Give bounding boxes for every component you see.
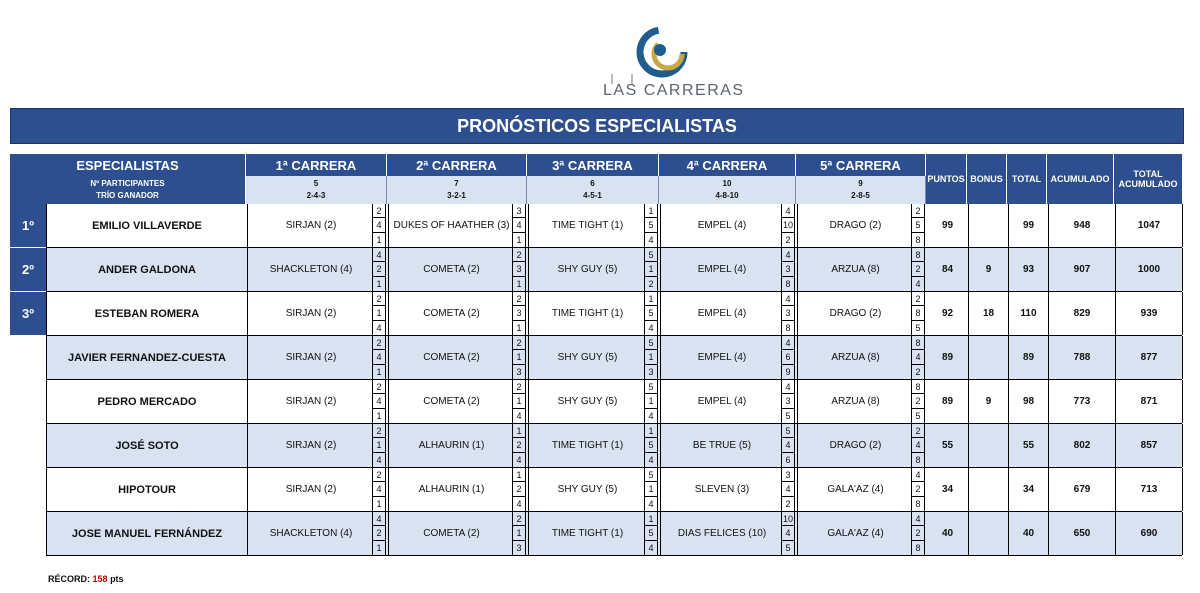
race-subheader-4 (659, 176, 796, 204)
race-header-4: 4ª CARRERA (659, 154, 796, 176)
total-acumulado-value: 871 (1115, 380, 1183, 423)
pick-numbers (644, 248, 658, 291)
pick-number: 4 (376, 454, 382, 465)
pick-horse: SIRJAN (2) (247, 336, 374, 379)
pick-horse: DRAGO (2) (797, 204, 913, 247)
table-row (46, 512, 1182, 556)
pick-numbers (644, 336, 658, 379)
pick-number: 10 (782, 218, 794, 232)
pick-number: 2 (513, 248, 525, 262)
race-trio: 4-8-10 (715, 191, 739, 200)
pick-number: 1 (645, 262, 657, 276)
header-acumulado: ACUMULADO (1047, 154, 1114, 204)
total-acumulado-value: 1000 (1115, 248, 1183, 291)
specialist-name: JAVIER FERNANDEZ-CUESTA (68, 351, 226, 364)
pick-number: 2 (785, 234, 791, 245)
pick-numbers (781, 468, 795, 511)
pick-number: 4 (516, 410, 522, 421)
pick-number: 4 (915, 278, 921, 289)
pick-numbers (781, 248, 795, 291)
pick-number: 5 (645, 336, 657, 350)
record-line (48, 574, 124, 584)
total-value: 98 (1008, 380, 1048, 423)
pick-numbers (372, 512, 386, 555)
pick-numbers (644, 512, 658, 555)
race-subheader-2 (387, 176, 527, 204)
pick-number: 4 (648, 542, 654, 553)
puntos-value: 34 (941, 484, 954, 495)
pick-number: 2 (785, 498, 791, 509)
pick-number: 1 (645, 292, 657, 306)
pick-numbers (372, 424, 386, 467)
pick-number: 1 (376, 366, 382, 377)
specialist-name: HIPOTOUR (118, 483, 176, 496)
pick-number: 2 (513, 336, 525, 350)
pick-number: 4 (648, 234, 654, 245)
pick-horse: SIRJAN (2) (247, 380, 374, 423)
pick-numbers (781, 336, 795, 379)
pick-number: 1 (513, 526, 525, 540)
pick-number: 4 (376, 322, 382, 333)
pick-number: 5 (645, 380, 657, 394)
pick-horse: COMETA (2) (388, 380, 514, 423)
pick-number: 4 (373, 218, 385, 232)
pick-numbers (372, 292, 386, 335)
pick-number: 3 (516, 542, 522, 553)
header-total: TOTAL (1007, 154, 1047, 204)
pick-number: 5 (645, 438, 657, 452)
pick-number: 2 (912, 262, 924, 276)
pick-horse: SHY GUY (5) (528, 380, 646, 423)
pick-numbers (372, 248, 386, 291)
bonus-value (968, 204, 1008, 247)
pick-horse: SHY GUY (5) (528, 336, 646, 379)
pick-horse: SIRJAN (2) (247, 424, 374, 467)
race-participants: 10 (722, 179, 732, 188)
acumulado-value: 650 (1048, 512, 1115, 555)
pick-number: 4 (782, 248, 794, 262)
bonus-value (968, 336, 1008, 379)
table-row (46, 468, 1182, 512)
pick-numbers (781, 424, 795, 467)
pick-number: 2 (912, 526, 924, 540)
pick-number: 2 (373, 336, 385, 350)
pick-horse: TIME TIGHT (1) (528, 204, 646, 247)
pick-number: 6 (785, 454, 791, 465)
pick-numbers (644, 292, 658, 335)
pick-number: 1 (376, 278, 382, 289)
pick-numbers (644, 424, 658, 467)
pick-number: 4 (516, 454, 522, 465)
puntos-value: 92 (941, 308, 954, 319)
bonus-value: 18 (968, 292, 1008, 335)
pick-numbers (781, 292, 795, 335)
total-value: 40 (1008, 512, 1048, 555)
pick-number: 1 (645, 482, 657, 496)
pick-numbers (911, 336, 925, 379)
record-label: RÉCORD: (48, 574, 90, 584)
pick-number: 8 (915, 542, 921, 553)
pick-horse: COMETA (2) (388, 512, 514, 555)
race-subheader-5 (796, 176, 926, 204)
pick-horse: ARZUA (8) (797, 248, 913, 291)
logo-text: LAS CARRERAS (603, 82, 745, 99)
race-trio: 3-2-1 (447, 191, 466, 200)
pick-numbers (512, 468, 526, 511)
pick-number: 1 (373, 438, 385, 452)
race-header-5: 5ª CARRERA (796, 154, 926, 176)
table-row (46, 292, 1182, 336)
pick-numbers (372, 204, 386, 247)
pick-numbers (372, 468, 386, 511)
pick-number: 8 (912, 380, 924, 394)
pick-horse: TIME TIGHT (1) (528, 512, 646, 555)
puntos-value: 40 (941, 528, 954, 539)
pick-horse: SHY GUY (5) (528, 468, 646, 511)
total-acumulado-value: 877 (1115, 336, 1183, 379)
table-row (46, 380, 1182, 424)
puntos-value: 55 (941, 440, 954, 451)
pick-numbers (781, 380, 795, 423)
pick-horse: EMPEL (4) (660, 336, 783, 379)
pick-number: 1 (516, 322, 522, 333)
pick-horse: TIME TIGHT (1) (528, 292, 646, 335)
pick-horse: SHACKLETON (4) (247, 248, 374, 291)
pick-number: 5 (915, 410, 921, 421)
acumulado-value: 773 (1048, 380, 1115, 423)
pick-number: 5 (645, 526, 657, 540)
pick-number: 2 (373, 526, 385, 540)
pick-horse: SIRJAN (2) (247, 468, 374, 511)
pick-number: 2 (912, 204, 924, 218)
pick-horse: COMETA (2) (388, 248, 514, 291)
puntos-value: 89 (941, 396, 954, 407)
pick-horse: SHY GUY (5) (528, 248, 646, 291)
pick-numbers (372, 336, 386, 379)
total-acumulado-value: 1047 (1115, 204, 1183, 247)
race-trio: 2-4-3 (306, 191, 326, 200)
race-participants: 5 (313, 179, 319, 188)
pick-horse: BE TRUE (5) (660, 424, 783, 467)
pick-number: 8 (912, 306, 924, 320)
pick-horse: DRAGO (2) (797, 292, 913, 335)
total-acumulado-value: 857 (1115, 424, 1183, 467)
specialist-name: ESTEBAN ROMERA (94, 307, 200, 320)
pick-number: 1 (645, 424, 657, 438)
pick-number: 4 (912, 350, 924, 364)
pick-number: 4 (373, 512, 385, 526)
pick-horse: SIRJAN (2) (247, 204, 374, 247)
pick-number: 5 (645, 248, 657, 262)
pick-number: 4 (648, 498, 654, 509)
pick-number: 8 (915, 498, 921, 509)
pick-number: 2 (912, 424, 924, 438)
race-subheader-3 (527, 176, 659, 204)
pick-number: 3 (782, 394, 794, 408)
pick-number: 4 (782, 380, 794, 394)
pick-number: 4 (373, 394, 385, 408)
pick-horse: ALHAURIN (1) (388, 468, 514, 511)
acumulado-value: 802 (1048, 424, 1115, 467)
pick-number: 2 (373, 380, 385, 394)
pick-number: 8 (785, 322, 791, 333)
specialist-name: PEDRO MERCADO (97, 395, 197, 408)
pick-number: 1 (373, 306, 385, 320)
pick-horse: DRAGO (2) (797, 424, 913, 467)
pick-numbers (512, 424, 526, 467)
race-header-1: 1ª CARRERA (246, 154, 387, 176)
pick-number: 8 (785, 278, 791, 289)
total-value: 89 (1008, 336, 1048, 379)
pick-number: 4 (782, 204, 794, 218)
pick-number: 5 (645, 218, 657, 232)
pick-number: 1 (645, 350, 657, 364)
pick-number: 2 (373, 292, 385, 306)
pick-horse: GALA'AZ (4) (797, 512, 913, 555)
race-participants: 7 (454, 179, 459, 188)
pick-numbers (911, 424, 925, 467)
pick-number: 3 (513, 262, 525, 276)
pick-number: 1 (513, 424, 525, 438)
pick-number: 2 (373, 262, 385, 276)
pick-number: 6 (782, 350, 794, 364)
pick-numbers (512, 512, 526, 555)
pick-horse: EMPEL (4) (660, 380, 783, 423)
pick-number: 2 (513, 292, 525, 306)
pick-number: 4 (912, 468, 924, 482)
pick-number: 2 (648, 278, 654, 289)
pick-number: 1 (513, 350, 525, 364)
rank-badge-1: 1º (10, 204, 46, 248)
total-value: 99 (1008, 204, 1048, 247)
pick-number: 3 (782, 262, 794, 276)
pick-numbers (911, 380, 925, 423)
pick-horse: EMPEL (4) (660, 204, 783, 247)
total-value: 93 (1008, 248, 1048, 291)
pick-numbers (911, 204, 925, 247)
pick-number: 3 (516, 366, 522, 377)
race-trio: 4-5-1 (583, 191, 602, 200)
pick-horse: COMETA (2) (388, 292, 514, 335)
puntos-value: 99 (941, 220, 954, 231)
pick-horse: SLEVEN (3) (660, 468, 783, 511)
pick-horse: ARZUA (8) (797, 380, 913, 423)
pick-number: 2 (513, 438, 525, 452)
acumulado-value: 679 (1048, 468, 1115, 511)
rank-badge-2: 2º (10, 248, 46, 292)
pick-number: 2 (373, 424, 385, 438)
total-acumulado-value: 939 (1115, 292, 1183, 335)
pick-numbers (644, 380, 658, 423)
bonus-value (968, 512, 1008, 555)
pick-number: 5 (785, 542, 791, 553)
puntos-value: 89 (941, 352, 954, 363)
pick-number: 4 (782, 336, 794, 350)
pick-numbers (644, 468, 658, 511)
pick-horse: GALA'AZ (4) (797, 468, 913, 511)
race-trio: 2-8-5 (851, 191, 870, 200)
pick-number: 3 (513, 204, 525, 218)
pick-number: 4 (782, 292, 794, 306)
bonus-value: 9 (968, 380, 1008, 423)
race-subheader-1 (246, 176, 387, 204)
pick-number: 10 (782, 512, 794, 526)
race-header-2: 2ª CARRERA (387, 154, 527, 176)
pick-horse: SIRJAN (2) (247, 292, 374, 335)
header-puntos: PUNTOS (926, 154, 967, 204)
pick-number: 4 (373, 350, 385, 364)
pick-number: 4 (516, 498, 522, 509)
pick-numbers (911, 468, 925, 511)
pick-numbers (372, 380, 386, 423)
pick-number: 5 (785, 410, 791, 421)
pick-horse: DUKES OF HAATHER (3) (388, 204, 514, 247)
acumulado-value: 829 (1048, 292, 1115, 335)
pick-number: 8 (912, 336, 924, 350)
bonus-value: 9 (968, 248, 1008, 291)
pick-number: 1 (376, 542, 382, 553)
acumulado-value: 788 (1048, 336, 1115, 379)
bonus-value (968, 424, 1008, 467)
pick-number: 2 (513, 482, 525, 496)
pick-number: 4 (648, 410, 654, 421)
pick-number: 5 (782, 424, 794, 438)
pick-numbers (911, 248, 925, 291)
pick-number: 1 (376, 498, 382, 509)
pick-number: 1 (516, 234, 522, 245)
pick-horse: ARZUA (8) (797, 336, 913, 379)
pick-number: 1 (513, 394, 525, 408)
pick-number: 3 (648, 366, 654, 377)
race-participants: 6 (590, 179, 595, 188)
pick-horse: EMPEL (4) (660, 248, 783, 291)
pick-number: 4 (513, 218, 525, 232)
bonus-value (968, 468, 1008, 511)
pick-number: 4 (782, 438, 794, 452)
pick-numbers (512, 336, 526, 379)
header-bonus: BONUS (967, 154, 1007, 204)
pick-number: 1 (645, 512, 657, 526)
pick-number: 1 (645, 204, 657, 218)
pick-horse: COMETA (2) (388, 336, 514, 379)
table-row (46, 424, 1182, 468)
pick-number: 4 (648, 454, 654, 465)
pick-number: 9 (785, 366, 791, 377)
pick-number: 1 (516, 278, 522, 289)
record-value: 158 (92, 574, 108, 584)
acumulado-value: 948 (1048, 204, 1115, 247)
pick-number: 3 (782, 306, 794, 320)
pick-numbers (911, 512, 925, 555)
pick-number: 2 (513, 512, 525, 526)
pick-horse: EMPEL (4) (660, 292, 783, 335)
puntos-value: 84 (941, 264, 954, 275)
header-participantes: Nº PARTICIPANTES (90, 179, 165, 188)
total-value: 34 (1008, 468, 1048, 511)
pick-number: 4 (373, 482, 385, 496)
race-header-3: 3ª CARRERA (527, 154, 659, 176)
pick-number: 3 (513, 306, 525, 320)
pick-number: 2 (912, 394, 924, 408)
pick-numbers (512, 204, 526, 247)
pick-number: 5 (912, 218, 924, 232)
pick-numbers (512, 248, 526, 291)
pick-number: 1 (645, 394, 657, 408)
pick-numbers (911, 292, 925, 335)
pick-number: 4 (782, 526, 794, 540)
pick-horse: TIME TIGHT (1) (528, 424, 646, 467)
pick-numbers (781, 512, 795, 555)
pick-number: 2 (915, 366, 921, 377)
table-row (46, 204, 1182, 248)
pick-number: 8 (915, 454, 921, 465)
header-trio: TRÍO GANADOR (96, 191, 159, 200)
race-participants: 9 (858, 179, 863, 188)
total-value: 55 (1008, 424, 1048, 467)
header-participantes-block (10, 176, 246, 204)
pick-horse: ALHAURIN (1) (388, 424, 514, 467)
pick-number: 4 (912, 438, 924, 452)
table-row (46, 336, 1182, 380)
table-row (46, 248, 1182, 292)
pick-horse: DIAS FELICES (10) (660, 512, 783, 555)
pick-number: 4 (648, 322, 654, 333)
header-total-acumulado: TOTAL ACUMULADO (1114, 154, 1182, 204)
pick-numbers (781, 204, 795, 247)
pick-numbers (512, 380, 526, 423)
acumulado-value: 907 (1048, 248, 1115, 291)
pick-number: 2 (373, 204, 385, 218)
pick-number: 1 (513, 468, 525, 482)
specialist-name: EMILIO VILLAVERDE (92, 219, 202, 232)
pick-number: 4 (912, 512, 924, 526)
pick-number: 4 (782, 482, 794, 496)
pick-number: 1 (376, 234, 382, 245)
pick-number: 2 (513, 380, 525, 394)
header-especialistas: ESPECIALISTAS (10, 154, 246, 176)
pick-number: 8 (915, 234, 921, 245)
pick-number: 3 (782, 468, 794, 482)
pick-number: 5 (915, 322, 921, 333)
specialist-name: ANDER GALDONA (98, 263, 196, 276)
pick-number: 1 (376, 410, 382, 421)
pick-number: 8 (912, 248, 924, 262)
specialist-name: JOSÉ SOTO (115, 439, 179, 452)
pick-numbers (512, 292, 526, 335)
pick-number: 5 (645, 468, 657, 482)
total-value: 110 (1008, 292, 1048, 335)
specialist-name: JOSE MANUEL FERNÁNDEZ (71, 527, 223, 540)
pick-number: 4 (373, 248, 385, 262)
pick-number: 2 (912, 482, 924, 496)
pick-number: 5 (645, 306, 657, 320)
record-unit: pts (110, 574, 124, 584)
pick-horse: SHACKLETON (4) (247, 512, 374, 555)
pick-number: 2 (373, 468, 385, 482)
total-acumulado-value: 713 (1115, 468, 1183, 511)
total-acumulado-value: 690 (1115, 512, 1183, 555)
pick-numbers (644, 204, 658, 247)
pick-number: 2 (912, 292, 924, 306)
page-title: PRONÓSTICOS ESPECIALISTAS (10, 108, 1184, 144)
rank-badge-3: 3º (10, 292, 46, 336)
